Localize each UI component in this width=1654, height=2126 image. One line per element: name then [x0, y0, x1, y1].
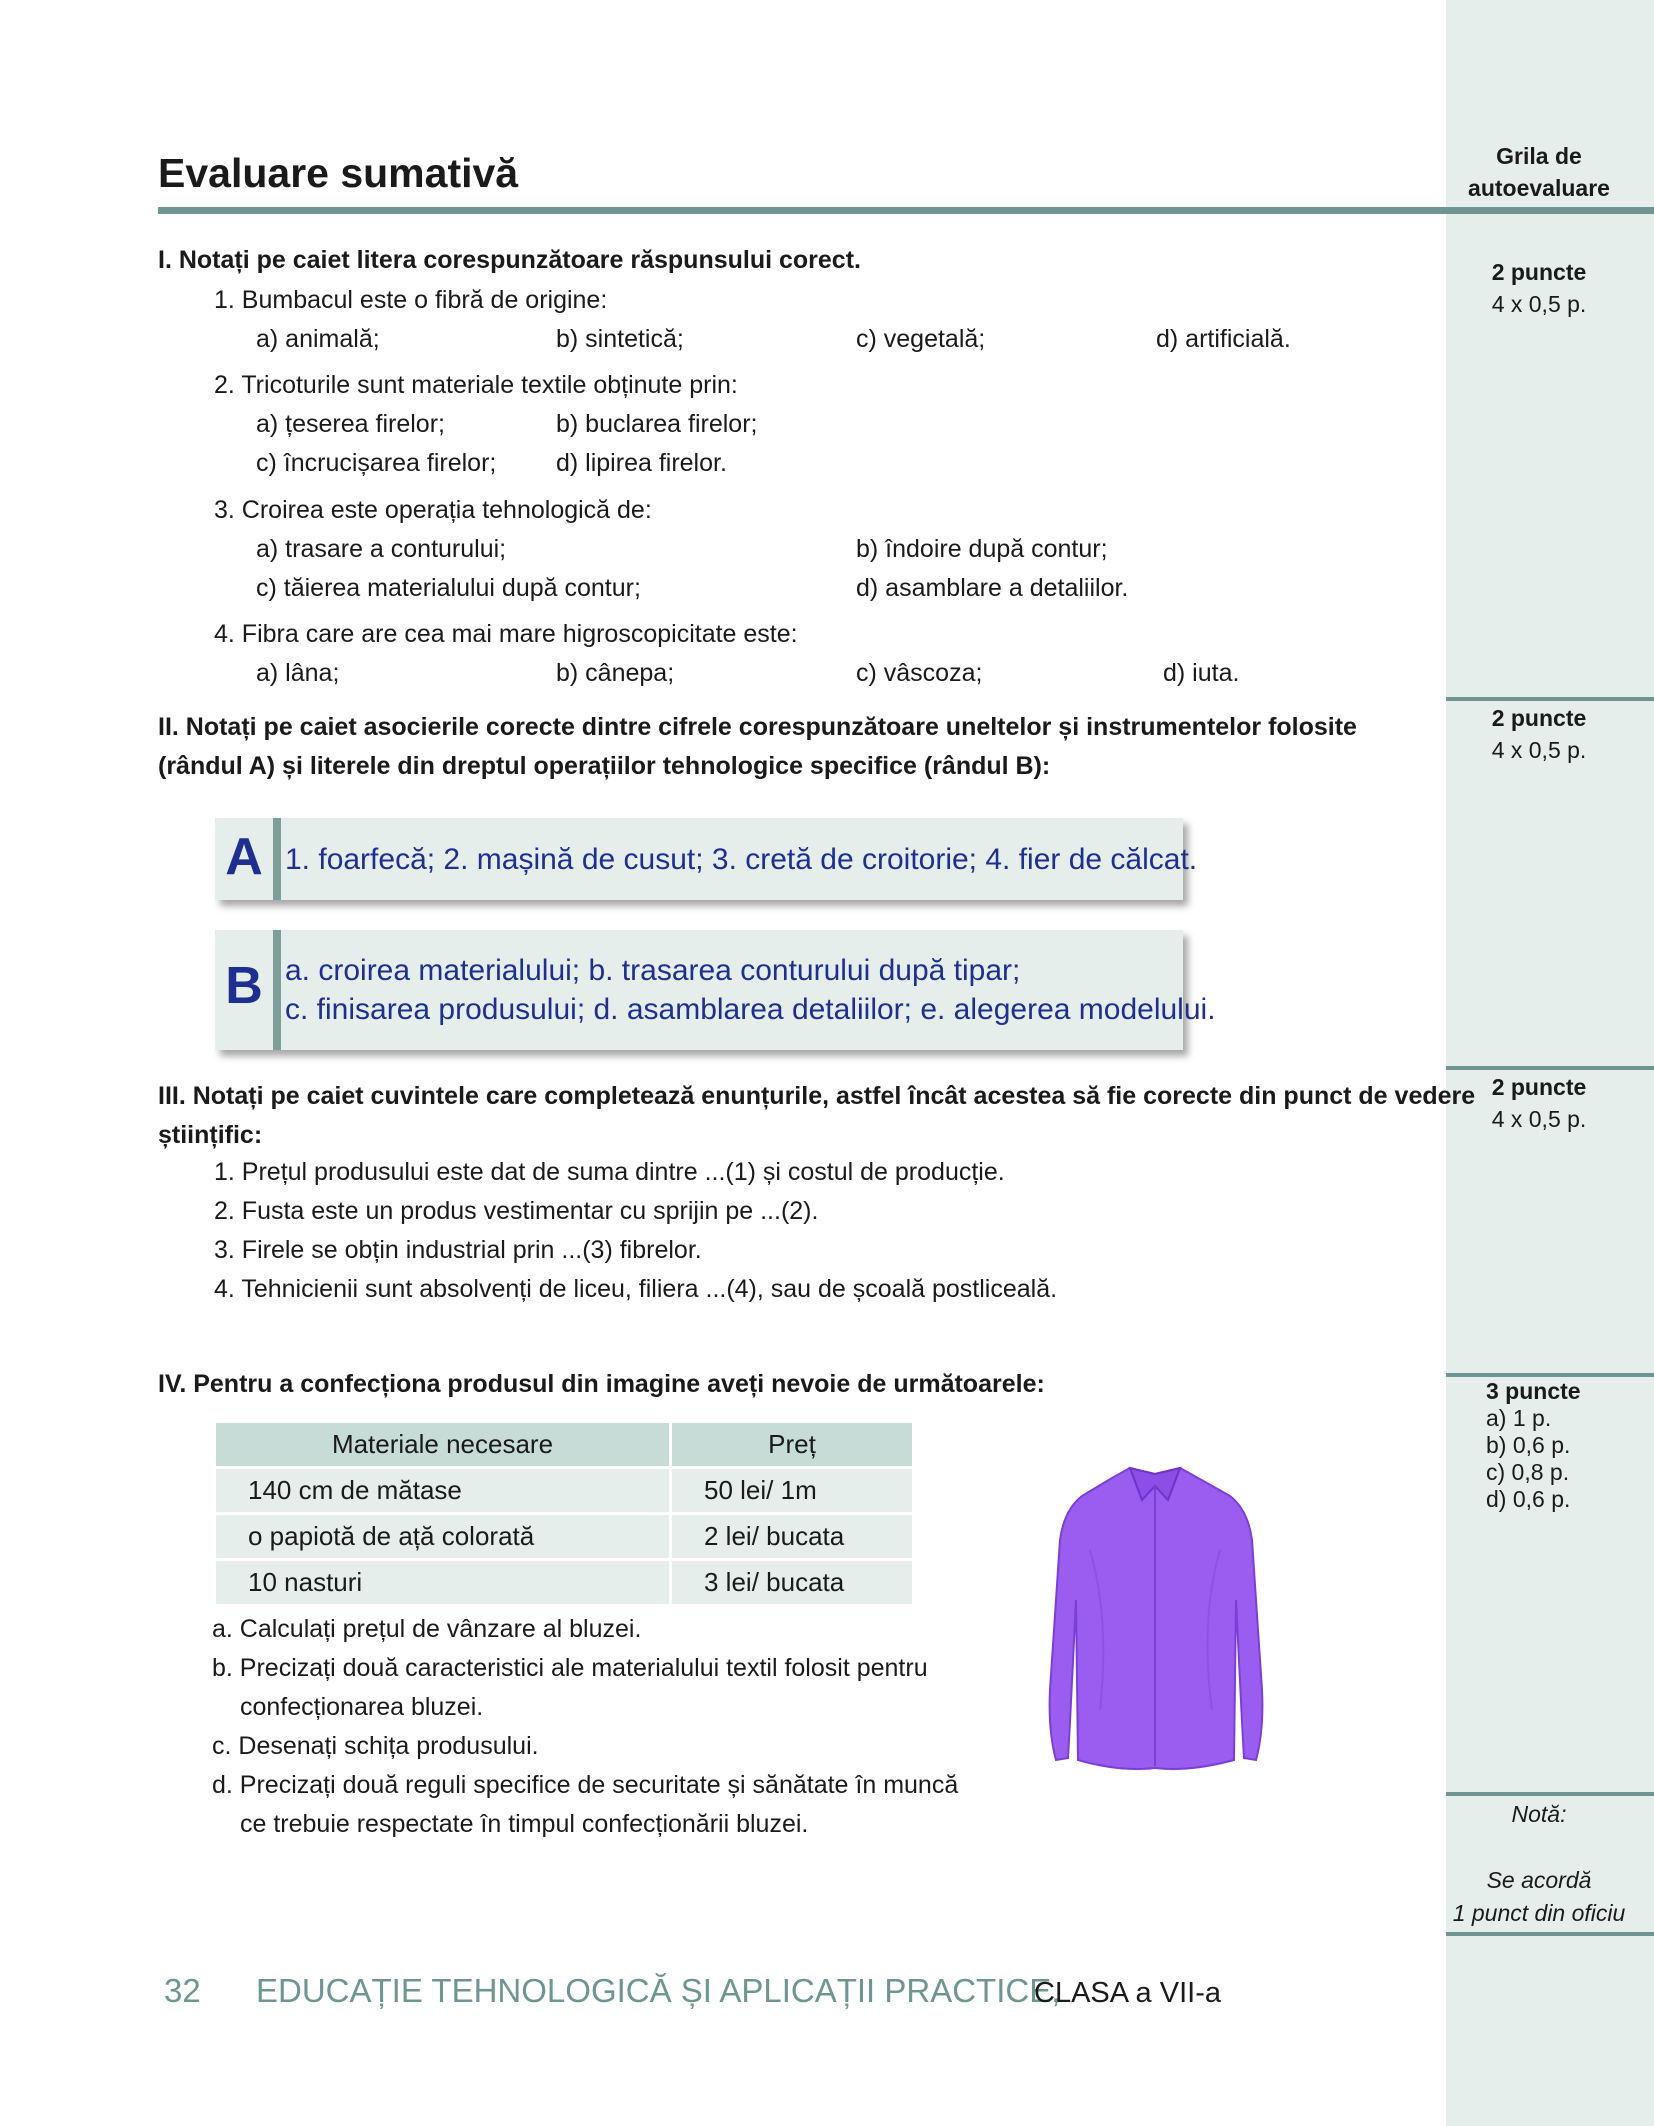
- table-row: [215, 1560, 914, 1606]
- points-detail: 4 x 0,5 p.: [1491, 1106, 1587, 1132]
- q3-option-c: c) tăierea materialului după contur;: [256, 574, 641, 602]
- sidebar-divider: [1446, 1932, 1654, 1936]
- sidebar-divider: [1446, 697, 1654, 701]
- table-row: [215, 1468, 914, 1514]
- column-header-materials: Materiale necesare: [215, 1422, 671, 1468]
- points-a: a) 1 p.: [1486, 1405, 1552, 1431]
- part1-heading: I. Notați pe caiet litera corespunzătoare răspunsului corect.: [158, 246, 861, 274]
- footer-grade: CLASA a VII-a: [1034, 1977, 1221, 2009]
- statement-3: 3. Firele se obțin industrial prin ...(3) fibrelor.: [214, 1236, 702, 1264]
- material-cell: o papiotă de ață colorată: [215, 1514, 671, 1560]
- note-line2: 1 punct din oficiu: [1452, 1900, 1626, 1926]
- points-label: 3 puncte: [1486, 1378, 1581, 1404]
- price-cell: 3 lei/ bucata: [671, 1560, 914, 1606]
- column-header-price: Preț: [671, 1422, 914, 1468]
- row-b-letter: B: [225, 957, 263, 1015]
- row-a-bar: [273, 818, 281, 900]
- row-b-line1: a. croirea materialului; b. trasarea conturului după tipar;: [285, 954, 1021, 987]
- sidebar-title: [1446, 140, 1632, 204]
- statement-1: 1. Prețul produsului este dat de suma dintre ...(1) și costul de producție.: [214, 1158, 1005, 1186]
- sidebar-divider: [1446, 1792, 1654, 1796]
- purple-blouse-image: [1030, 1460, 1280, 1780]
- page-number: 32: [164, 1972, 201, 2009]
- sidebar-title-line1: Grila de: [1496, 143, 1582, 169]
- part2-heading-line2: (rândul A) și literele din dreptul operațiilor tehnologice specifice (rândul B):: [158, 752, 1051, 780]
- row-b-line2: c. finisarea produsului; d. asamblarea detaliilor; e. alegerea modelului.: [285, 993, 1216, 1026]
- q4-option-a: a) lâna;: [256, 659, 340, 687]
- table-row: [215, 1514, 914, 1560]
- row-b-bar: [273, 930, 281, 1050]
- price-cell: 50 lei/ 1m: [671, 1468, 914, 1514]
- price-cell: 2 lei/ bucata: [671, 1514, 914, 1560]
- task-d-line2: ce trebuie respectate în timpul confecționării bluzei.: [240, 1810, 809, 1838]
- q2-option-a: a) țeserea firelor;: [256, 410, 445, 438]
- page-title: Evaluare sumativă: [158, 150, 519, 196]
- note-label: Notă:: [1511, 1801, 1567, 1827]
- note-line1: Se acordă: [1486, 1867, 1592, 1893]
- q3-text: 3. Croirea este operația tehnologică de:: [214, 496, 652, 524]
- q4-option-c: c) vâscoza;: [856, 659, 983, 687]
- statement-4: 4. Tehnicienii sunt absolvenți de liceu, filiera ...(4), sau de școală postliceală.: [214, 1275, 1058, 1303]
- q1-option-b: b) sintetică;: [556, 325, 684, 353]
- material-cell: 10 nasturi: [215, 1560, 671, 1606]
- sidebar-title-line2: autoevaluare: [1468, 175, 1610, 201]
- points-section-4: [1486, 1378, 1581, 1513]
- q2-text: 2. Tricoturile sunt materiale textile obținute prin:: [214, 371, 738, 399]
- points-section-1: [1446, 256, 1632, 320]
- task-b-line2: confecționarea bluzei.: [240, 1693, 484, 1721]
- title-divider: [158, 207, 1654, 214]
- q1-text: 1. Bumbacul este o fibră de origine:: [214, 286, 608, 314]
- note-text: [1446, 1864, 1632, 1930]
- task-b-line1: b. Precizați două caracteristici ale materialului textil folosit pentru: [212, 1654, 928, 1682]
- q3-option-d: d) asamblare a detaliilor.: [856, 574, 1129, 602]
- row-a-text: 1. foarfecă; 2. mașină de cusut; 3. cretă de croitorie; 4. fier de călcat.: [285, 843, 1198, 876]
- q1-option-c: c) vegetală;: [856, 325, 986, 353]
- q1-option-d: d) artificială.: [1156, 325, 1291, 353]
- row-a-box: [215, 818, 1198, 900]
- q3-option-b: b) îndoire după contur;: [856, 535, 1108, 563]
- task-c: c. Desenați schița produsului.: [212, 1732, 539, 1760]
- statement-2: 2. Fusta este un produs vestimentar cu sprijin pe ...(2).: [214, 1197, 819, 1225]
- points-label: 2 puncte: [1491, 1074, 1587, 1100]
- part4-heading: IV. Pentru a confecționa produsul din imagine aveți nevoie de următoarele:: [158, 1370, 1045, 1398]
- points-b: b) 0,6 p.: [1486, 1432, 1571, 1458]
- q4-text: 4. Fibra care are cea mai mare higroscopicitate este:: [214, 620, 798, 648]
- points-c: c) 0,8 p.: [1486, 1459, 1570, 1485]
- material-cell: 140 cm de mătase: [215, 1468, 671, 1514]
- row-b-box: [215, 930, 1216, 1050]
- points-detail: 4 x 0,5 p.: [1491, 291, 1587, 317]
- task-a: a. Calculați prețul de vânzare al bluzei.: [212, 1615, 642, 1643]
- sidebar-divider: [1446, 1373, 1654, 1377]
- points-label: 2 puncte: [1491, 705, 1587, 731]
- q1-option-a: a) animală;: [256, 325, 380, 353]
- q2-option-c: c) încrucișarea firelor;: [256, 449, 497, 477]
- points-d: d) 0,6 p.: [1486, 1486, 1571, 1512]
- part3-heading-line2: științific:: [158, 1121, 263, 1149]
- q2-option-d: d) lipirea firelor.: [556, 449, 727, 477]
- part2-heading-line1: II. Notați pe caiet asocierile corecte dintre cifrele corespunzătoare uneltelor și instrumentelor folosite: [158, 713, 1357, 741]
- part3-heading-line1: III. Notați pe caiet cuvintele care completează enunțurile, astfel încât acestea să fie corecte din punct de vedere: [158, 1082, 1476, 1110]
- row-a-letter: A: [225, 828, 263, 886]
- q4-option-b: b) cânepa;: [556, 659, 675, 687]
- q3-option-a: a) trasare a conturului;: [256, 535, 507, 563]
- sidebar-divider: [1446, 1066, 1654, 1070]
- q2-option-b: b) buclarea firelor;: [556, 410, 758, 438]
- task-d-line1: d. Precizați două reguli specifice de securitate și sănătate în muncă: [212, 1771, 959, 1799]
- points-label: 2 puncte: [1491, 259, 1587, 285]
- materials-table: [213, 1420, 915, 1607]
- q4-option-d: d) iuta.: [1163, 659, 1240, 687]
- points-detail: 4 x 0,5 p.: [1491, 737, 1587, 763]
- points-section-2: [1446, 702, 1632, 766]
- footer-subject: EDUCAȚIE TEHNOLOGICĂ ȘI APLICAȚII PRACTICE,: [256, 1972, 1061, 2009]
- table-header-row: [215, 1422, 914, 1468]
